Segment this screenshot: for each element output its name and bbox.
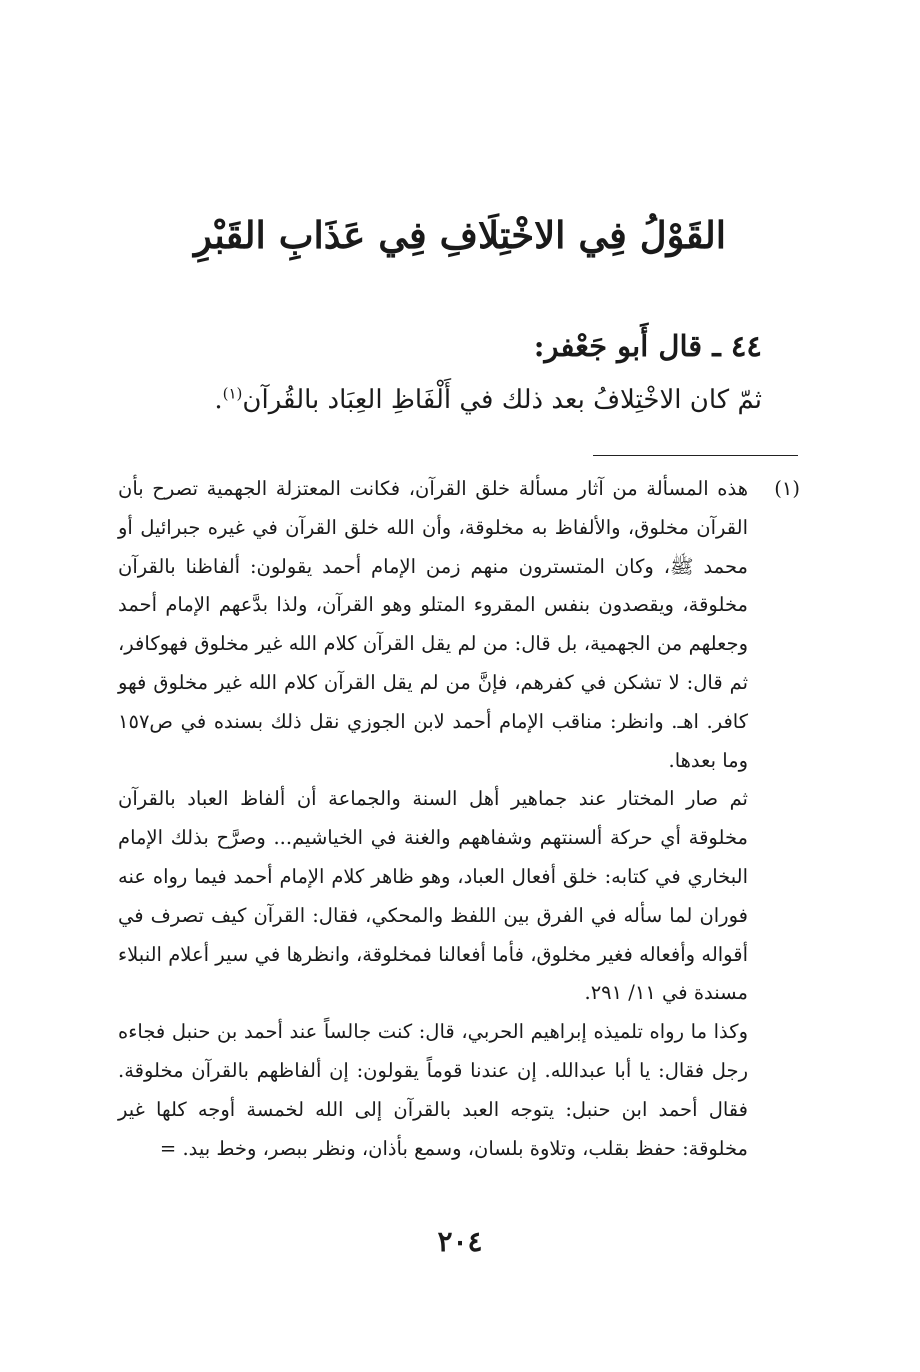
footnote-body (118, 470, 748, 1168)
paragraph-heading: ٤٤ ـ قال أَبو جَعْفر: (533, 329, 762, 363)
footnote-reference[interactable]: (١) (222, 384, 243, 403)
page-number: ٢٠٤ (437, 1225, 483, 1258)
paragraph-end-mark: . (214, 385, 223, 415)
footnote-block (118, 470, 800, 1168)
paragraph-text: ثمّ كان الاخْتِلافُ بعد ذلك في أَلْفَاظِ العِبَاد بالقُرآن (242, 385, 762, 415)
footnote-paragraph: هذه المسألة من آثار مسألة خلق القرآن، فكانت المعتزلة الجهمية تصرح بأن القرآن مخلوق، والألفاظ به مخلوقة، وأن الله خلق القرآن في غيره جبرائيل أو محمد ﷺ، وكان المتسترون منهم زمن الإمام أحمد يقولون: ألفاظنا بالقرآن مخلوقة، ويقصدون بنفس المقروء المتلو وهو القرآن، ولذا بدَّعهم الإمام أحمد وجعلهم من الجهمية، بل قال: من لم يقل القرآن كلام الله غير مخلوق فهوكافر، ثم قال: لا تشكن في كفرهم، فإنَّ من لم يقل القرآن كلام الله غير مخلوق فهو كافر. اهـ. وانظر: مناقب الإمام أحمد لابن الجوزي نقل ذلك بسنده في ص١٥٧ وما بعدها. (118, 477, 748, 772)
footnote-marker: (١) (774, 477, 800, 500)
chapter-title: القَوْلُ فِي الاخْتِلَافِ فِي عَذَابِ القَبْرِ (193, 213, 727, 257)
footnote-paragraph: ثم صار المختار عند جماهير أهل السنة والجماعة أن ألفاظ العباد بالقرآن مخلوقة أي حركة ألسنتهم وشفاههم والغنة في الخياشيم... وصرَّح بذلك الإمام البخاري في كتابه: خلق أفعال العباد، وهو ظاهر كلام الإمام أحمد فيما رواه عنه فوران لما سأله في الفرق بين اللفظ والمحكي، فقال: القرآن كيف تصرف في أقواله وأفعاله فغير مخلوق، فأما أفعالنا فمخلوقة، وانظرها في سير أعلام النبلاء مسندة في ١١/ ٢٩١. (118, 787, 748, 1005)
paragraph-text-line (214, 376, 762, 424)
footnote-separator (593, 455, 798, 456)
footnote-paragraph: وكذا ما رواه تلميذه إبراهيم الحربي، قال: كنت جالساً عند أحمد بن حنبل فجاءه رجل فقال: يا أبا عبدالله. إن عندنا قوماً يقولون: إن ألفاظهم بالقرآن مخلوقة. فقال أحمد ابن حنبل: يتوجه العبد بالقرآن إلى الله لخمسة أوجه كلها غير مخلوقة: حفظ بقلب، وتلاوة بلسان، وسمع بأذان، ونظر ببصر، وخط بيد. = (118, 1020, 748, 1160)
